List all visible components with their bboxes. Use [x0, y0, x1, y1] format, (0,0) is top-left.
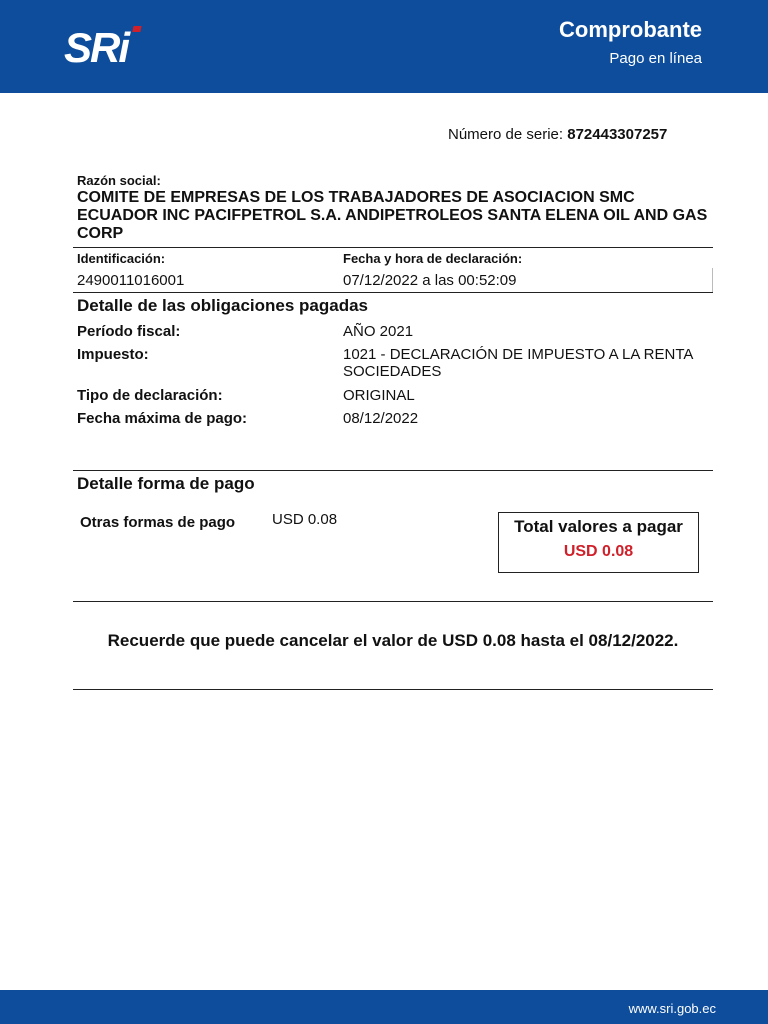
total-label: Total valores a pagar — [514, 517, 683, 536]
razon-social-value: COMITE DE EMPRESAS DE LOS TRABAJADORES DE ASOCIACION SMC ECUADOR INC PACIFPETROL S.A. ANDIPETROLEOS SANTA ELENA OIL AND GAS CORP — [77, 189, 708, 242]
fecha-declaracion-label: Fecha y hora de declaración: — [343, 251, 523, 266]
svg-text:SRi: SRi — [64, 24, 129, 68]
divider — [73, 601, 713, 602]
divider — [712, 268, 713, 293]
divider — [73, 689, 713, 690]
identificacion-label: Identificación: — [77, 251, 166, 266]
website-link[interactable]: www.sri.gob.ec — [628, 1001, 716, 1016]
obligaciones-title: Detalle de las obligaciones pagadas — [77, 296, 368, 315]
periodo-fiscal-label: Período fiscal: — [77, 323, 181, 340]
tipo-declaracion-value: ORIGINAL — [343, 387, 415, 404]
identificacion-value: 2490011016001 — [77, 272, 185, 289]
sri-logo — [64, 24, 146, 68]
divider — [73, 470, 713, 471]
serial-number — [448, 126, 667, 143]
document-subtitle: Pago en línea — [609, 50, 702, 67]
forma-pago-title: Detalle forma de pago — [77, 474, 255, 493]
payment-reminder: Recuerde que puede cancelar el valor de USD 0.08 hasta el 08/12/2022. — [107, 631, 679, 650]
total-value: USD 0.08 — [563, 543, 634, 560]
otras-formas-value: USD 0.08 — [272, 511, 338, 528]
periodo-fiscal-value: AÑO 2021 — [343, 323, 414, 340]
total-box — [498, 512, 699, 573]
razon-social-label: Razón social: — [77, 173, 161, 188]
impuesto-label: Impuesto: — [77, 346, 149, 363]
otras-formas-label: Otras formas de pago — [80, 514, 236, 531]
fecha-maxima-value: 08/12/2022 — [343, 410, 419, 427]
divider — [73, 292, 713, 293]
fecha-declaracion-value: 07/12/2022 a las 00:52:09 — [343, 272, 517, 289]
serial-number-label: Número de serie: — [448, 126, 564, 143]
serial-number-value: 872443307257 — [567, 126, 668, 143]
footer-bar — [0, 990, 768, 1024]
header-bar — [0, 0, 768, 93]
document-title: Comprobante — [559, 17, 702, 42]
fecha-maxima-label: Fecha máxima de pago: — [77, 410, 248, 427]
divider — [73, 247, 713, 248]
tipo-declaracion-label: Tipo de declaración: — [77, 387, 223, 404]
impuesto-value: 1021 - DECLARACIÓN DE IMPUESTO A LA RENTA SOCIEDADES — [343, 346, 693, 380]
